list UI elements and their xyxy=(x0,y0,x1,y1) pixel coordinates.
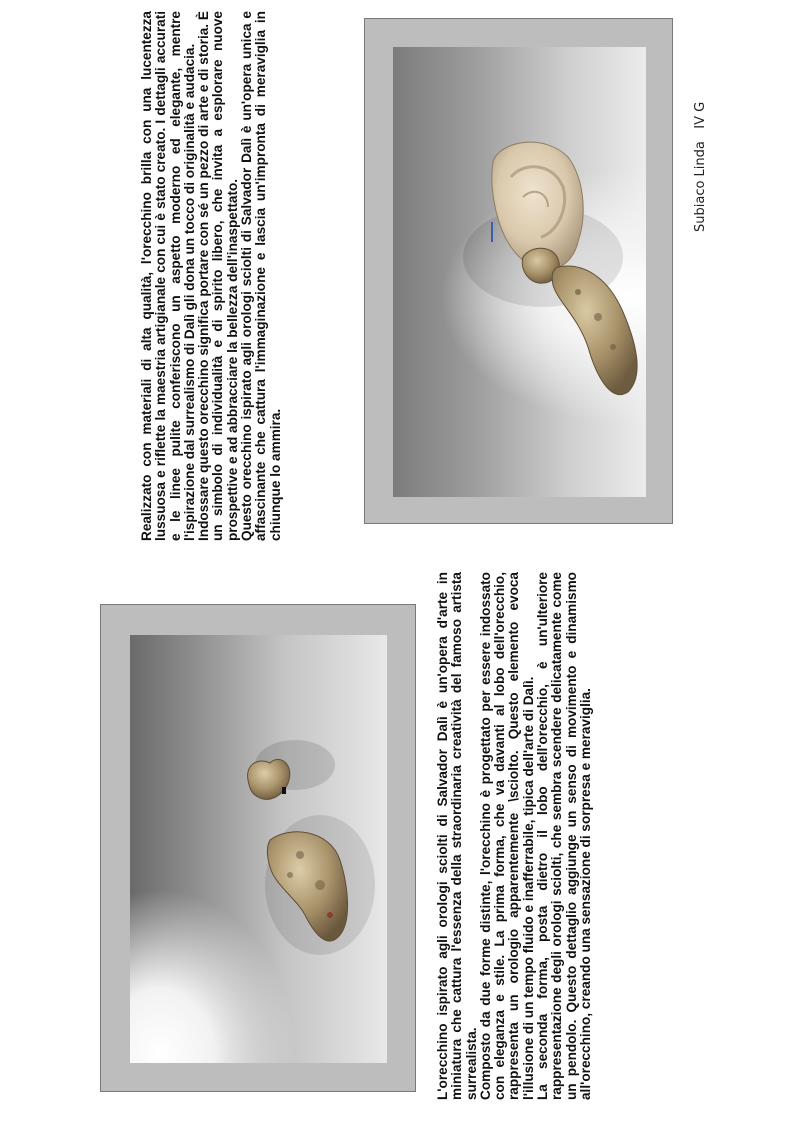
paragraph-conclusion: Questo orecchino ispirato agli orologi sciolti di Salvador Dalì è un'opera unica e affascinante che cattura l'immaginazione e lascia un'impronta di meraviglia in chiunque lo ammira. xyxy=(239,11,283,541)
paragraph-wearing: Indossare questo orecchino significa portare con sé un pezzo di arte e di storia. È un simbolo di individualità e di spirito libero, che invita a esplorare nuove prospettive e ad abbracciare la bellezza dell'inaspettato. xyxy=(196,11,240,541)
paragraph-intro: L'orecchino ispirato agli orologi sciolti di Salvador Dalì è un'opera d'arte in miniatura che cattura l'essenza della straordinaria creatività del famoso artista surrealista. xyxy=(435,572,479,1100)
description-text-lower xyxy=(436,572,668,1100)
earring-pieces-photo-frame xyxy=(100,604,416,1092)
paragraph-composition: Composto da due forme distinte, l'orecchino è progettato per essere indossato con eleganza e stile. La prima forma, che va davanti al lobo dell'orecchio, rappresenta un orologio apparentemente \sciolto. Questo elemento evoca l'illusione di un tempo fluido e inafferrabile, tipica dell'arte di Dalì. xyxy=(477,572,536,1100)
earring-on-ear-photo-frame xyxy=(364,18,673,524)
earring-on-ear-photo xyxy=(393,47,646,497)
earring-on-ear-render-icon xyxy=(393,47,646,497)
paragraph-materials: Realizzato con materiali di alta qualità, l'orecchino brilla con una lucentezza lussuosa e riflette la maestria artigianale con cui è stato creato. I dettagli accurati e le linee pulite conferiscono un aspetto moderno ed elegante, mentre l'ispirazione dal surrealismo di Dalì gli dona un tocco di originalità e audacia. xyxy=(139,11,197,541)
earring-pieces-render-icon xyxy=(130,635,387,1063)
earring-pieces-photo xyxy=(130,635,387,1063)
author-line: Subiaco Linda IV G xyxy=(693,101,708,232)
description-text-upper xyxy=(140,11,355,541)
paragraph-second-form: La seconda forma, posta dietro il lobo dell'orecchio, è un'ulteriore rappresentazione degli orologi sciolti, che sembra scendere delicatamente come un pendolo. Questo dettaglio aggiunge un senso di movimento e dinamismo all'orecchino, creando una sensazione di sorpresa e meraviglia. xyxy=(535,572,593,1100)
